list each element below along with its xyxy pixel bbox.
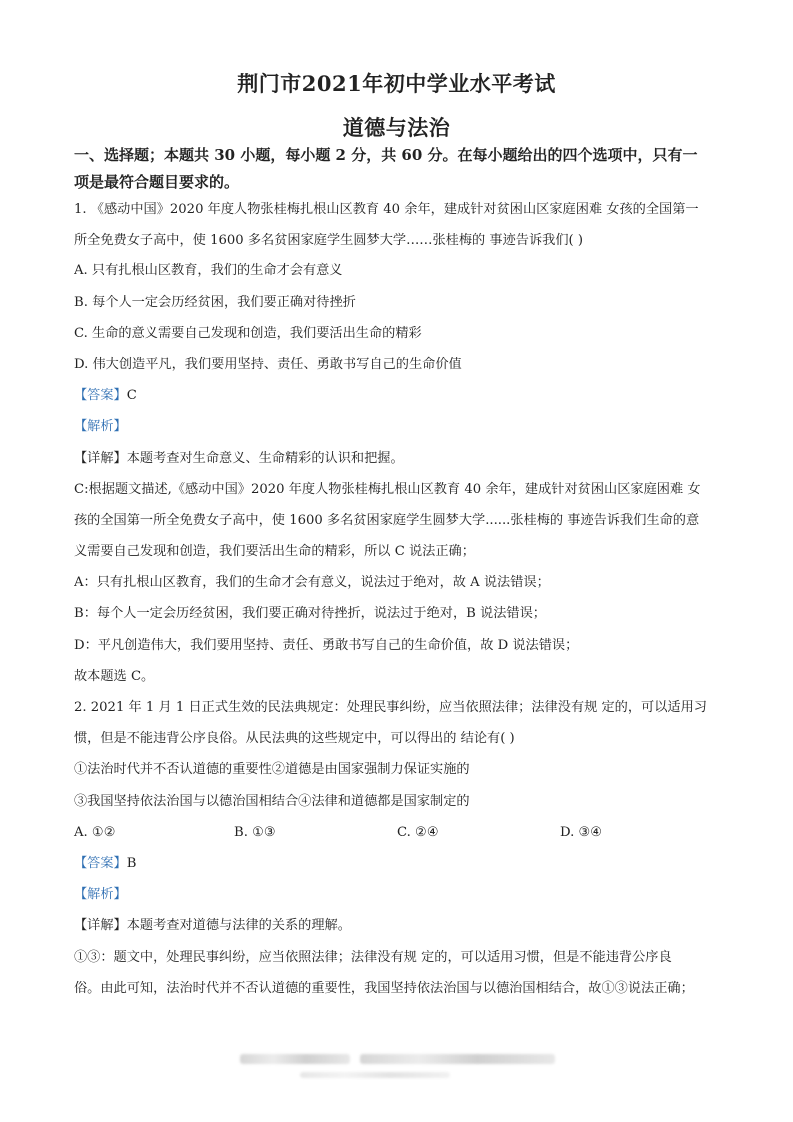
answer-tag: 【答案】 [74, 856, 127, 871]
q2-stem-line2: 惯，但是不能违背公序良俗。从民法典的这些规定中，可以得出的 结论有( ) [74, 731, 515, 746]
q1-conclusion: 故本题选 C。 [74, 669, 155, 684]
section-heading-line1: 一、选择题；本题共 30 小题，每小题 2 分，共 60 分。在每小题给出的四个选项中，只有一 [74, 146, 698, 164]
q1-stem-line2: 所全免费女子高中，使 1600 多名贫困家庭学生圆梦大学……张桂梅的 事迹告诉我们( ) [74, 233, 583, 248]
q1-explain-c-line3: 义需要自己发现和创造，我们要活出生命的精彩，所以 C 说法正确； [74, 544, 475, 559]
q2-answer-row [74, 855, 722, 873]
subject-title: 道德与法治 [342, 115, 451, 140]
q1-option-a: A. 只有扎根山区教育，我们的生命才会有意义 [74, 263, 343, 278]
q1-option-c: C. 生命的意义需要自己发现和创造，我们要活出生命的精彩 [74, 326, 422, 341]
q1-answer-value: C [126, 388, 137, 403]
q1-explain-b: B：每个人一定会历经贫困，我们要正确对待挫折，说法过于绝对，B 说法错误； [74, 606, 546, 621]
q1-detail-row [74, 450, 722, 468]
q2-detail-row [74, 917, 722, 935]
q2-explain-line2: 俗。由此可知，法治时代并不否认道德的重要性，我国坚持依法治国与以德治国相结合，故①③说法正确； [74, 981, 694, 996]
q2-options-row [74, 824, 722, 842]
blurred-footer-sub [300, 1072, 450, 1078]
section-heading-line2: 项是最符合题目要求的。 [74, 173, 240, 191]
q1-explain-a: A：只有扎根山区教育，我们的生命才会有意义，说法过于绝对，故 A 说法错误； [74, 575, 550, 590]
exam-title: 荆门市2021年初中学业水平考试 [237, 71, 556, 96]
q2-option-c: C. ②④ [397, 825, 439, 840]
q2-stem-line1: 2. 2021 年 1 月 1 日正式生效的民法典规定：处理民事纠纷，应当依照法律；法律没有规 定的，可以适用习 [74, 700, 707, 715]
detail-tag: 【详解】 [74, 918, 127, 933]
q1-stem-line1: 1. 《感动中国》2020 年度人物张桂梅扎根山区教育 40 余年，建成针对贫困山区家庭困难 女孩的全国第一 [74, 202, 699, 217]
q2-answer-value: B [126, 856, 137, 871]
q2-statements-line1: ①法治时代并不否认道德的重要性②道德是由国家强制力保证实施的 [74, 762, 470, 777]
blurred-footer-left [240, 1054, 350, 1064]
q1-option-d: D. 伟大创造平凡，我们要用坚持、责任、勇敢书写自己的生命价值 [74, 357, 462, 372]
q1-explain-c-line1: C:根据题文描述,《感动中国》2020 年度人物张桂梅扎根山区教育 40 余年，建成针对贫困山区家庭困难 女 [74, 482, 701, 497]
blurred-footer-right [360, 1054, 555, 1064]
q1-analysis-tag: 【解析】 [74, 419, 127, 434]
q1-answer-row [74, 387, 722, 405]
q2-statements-line2: ③我国坚持依法治国与以德治国相结合④法律和道德都是国家制定的 [74, 794, 470, 809]
q2-option-d: D. ③④ [560, 825, 603, 840]
q1-explain-c-line2: 孩的全国第一所全免费女子高中，使 1600 多名贫困家庭学生圆梦大学......张桂梅的 事迹告诉我们生命的意 [74, 513, 700, 528]
q2-detail-text: 本题考查对道德与法律的关系的理解。 [126, 918, 351, 933]
answer-tag: 【答案】 [74, 388, 127, 403]
detail-tag: 【详解】 [74, 451, 127, 466]
q2-analysis-tag: 【解析】 [74, 887, 127, 902]
q1-option-b: B. 每个人一定会历经贫困，我们要正确对待挫折 [74, 295, 356, 310]
q1-explain-d: D：平凡创造伟大，我们要用坚持、责任、勇敢书写自己的生命价值，故 D 说法错误； [74, 638, 579, 653]
q2-option-a: A. ①② [74, 825, 116, 840]
q2-explain-line1: ①③：题文中，处理民事纠纷，应当依照法律；法律没有规 定的，可以适用习惯，但是不能违背公序良 [74, 950, 672, 965]
q1-detail-text: 本题考查对生命意义、生命精彩的认识和把握。 [126, 451, 404, 466]
q2-option-b: B. ①③ [234, 825, 276, 840]
